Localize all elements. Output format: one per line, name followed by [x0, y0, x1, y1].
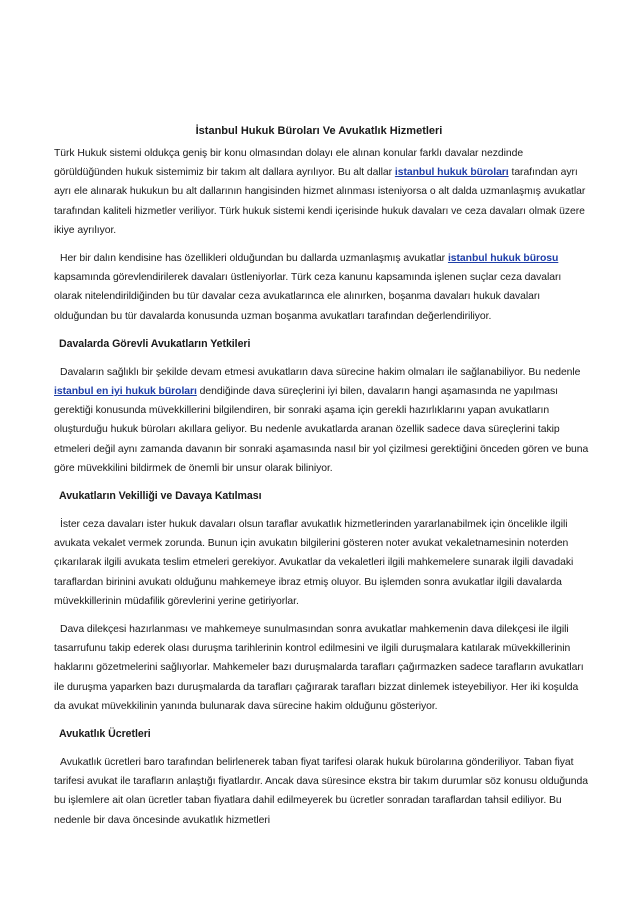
- document-body: [54, 144, 592, 839]
- link-istanbul-hukuk-burolari[interactable]: istanbul hukuk büroları: [394, 167, 509, 179]
- page-title: İstanbul Hukuk Büroları Ve Avukatlık Hizmetleri: [195, 125, 443, 137]
- paragraph-5: [54, 620, 592, 716]
- paragraph-text: dendiğinde dava süreçlerini iyi bilen, davaların hangi aşamasında ne yapılması gerektiği konusunda müvekkillerini bilgilendiren, bir sonraki aşama için gerekli hazırlıklarını yapan avukatların oluşturduğu hukuk büroları akıllara geliyor. Bu nedenle avukatlarda aranan özellik sadece dava süreçlerini takip etmeleri değil aynı zamanda davanın bir sonraki aşamasında nasıl bir yol çizilmesi gerektiğini önceden gören ve buna göre müvekkilini bildirmek de önemli bir unsur olarak biliniyor.: [54, 386, 589, 474]
- paragraph-text: Davaların sağlıklı bir şekilde devam etmesi avukatların dava sürecine hakim olmaları ile sağlanabiliyor. Bu nedenle: [60, 366, 581, 378]
- paragraph-text: İster ceza davaları ister hukuk davaları olsun taraflar avukatlık hizmetlerinden yararlanabilmek için öncelikle ilgili avukata vekalet vermek zorunda. Bunun için avukatın bilgilerini gösteren noter avukat vekaletnamesinin noterden çıkarılarak ilgili avukata teslim etmeleri gerekiyor. Avukatlar da vekaletleri ilgili mahkemelere sunarak ilgili davadaki taraflardan birinini avukatı olduğunu mahkemeye ibraz etmiş oluyor. Bu işlemden sonra avukatlar ilgili davalarda müvekkillerinin müdafilik görevlerini yerine getiriyorlar.: [54, 519, 574, 607]
- paragraph-text: Her bir dalın kendisine has özellikleri olduğundan bu dallarda uzmanlaşmış avukatlar: [60, 253, 448, 265]
- section-heading-ucretler: Avukatlık Ücretleri: [59, 728, 151, 741]
- paragraph-text: kapsamında görevlendirilerek davaları üstleniyorlar. Türk ceza kanunu kapsamında işlenen suçlar ceza davaları olarak nitelendirildiğinden bu tür davalar ceza avukatlarınca ele alınırken, boşanma davaları hukuk davaları olduğundan bu tür davalarda konusunda uzman boşanma avukatları tarafından değerlendiriliyor.: [54, 272, 562, 322]
- paragraph-text: tarafından ayrı ayrı ele alınarak hukukun bu alt dallarının hangisinden hizmet alınması isteniyorsa o alt dalda uzmanlaşmış avukatlar tarafından kaliteli hizmetler veriliyor. Türk hukuk sistemi kendi içerisinde hukuk davaları ve ceza davaları olmak üzere ikiye ayrılıyor.: [54, 167, 586, 236]
- paragraph-6: [54, 753, 592, 830]
- paragraph-1: [54, 144, 592, 240]
- paragraph-3: [54, 363, 592, 478]
- paragraph-4: [54, 515, 592, 611]
- paragraph-text: Türk Hukuk sistemi oldukça geniş bir konu olmasından dolayı ele alınan konular farklı davalar nezdinde görüldüğünden hukuk sistemimiz bir takım alt dallara ayrılıyor. Bu alt dallar: [54, 148, 524, 179]
- paragraph-text: Dava dilekçesi hazırlanması ve mahkemeye sunulmasından sonra avukatlar mahkemenin dava dilekçesi ile ilgili tasarrufunu takip ederek olası duruşma tarihlerinin kontrol edilmesini ve ilgili duruşmalara katılarak müvekkillerinin haklarını gözetmelerini sağlıyorlar. Mahkemeler bazı duruşmalarda tarafları çağırmazken sadece tarafların avukatları ile duruşma yaparken bazı duruşmalarda da tarafları çağırarak tarafları bizzat dinlemek isteyebiliyor. Her iki koşulda da avukat müvekkilinin yanında bulunarak dava sürecine hakim olduğunu gösteriyor.: [54, 624, 584, 712]
- section-heading-vekillik: Avukatların Vekilliği ve Davaya Katılması: [59, 490, 262, 503]
- paragraph-2: [54, 249, 592, 326]
- link-istanbul-hukuk-burosu[interactable]: istanbul hukuk bürosu: [447, 253, 559, 265]
- link-istanbul-en-iyi-hukuk-burolari[interactable]: istanbul en iyi hukuk büroları: [54, 386, 197, 398]
- paragraph-text: Avukatlık ücretleri baro tarafından belirlenerek taban fiyat tarifesi olarak hukuk bürolarına gönderiliyor. Taban fiyat tarifesi avukat ile tarafların anlaştığı fiyatlardır. Ancak dava süresince ekstra bir takım durumlar söz konusu olduğunda bu işlemlere ait olan ücretler taban fiyatlara dahil edilmeyerek bu ücretler sonradan taraflardan tahsil ediliyor. Bu nedenle bir dava öncesinde avukatlık hizmetleri: [54, 757, 588, 826]
- section-heading-yetkiler: Davalarda Görevli Avukatların Yetkileri: [59, 337, 251, 350]
